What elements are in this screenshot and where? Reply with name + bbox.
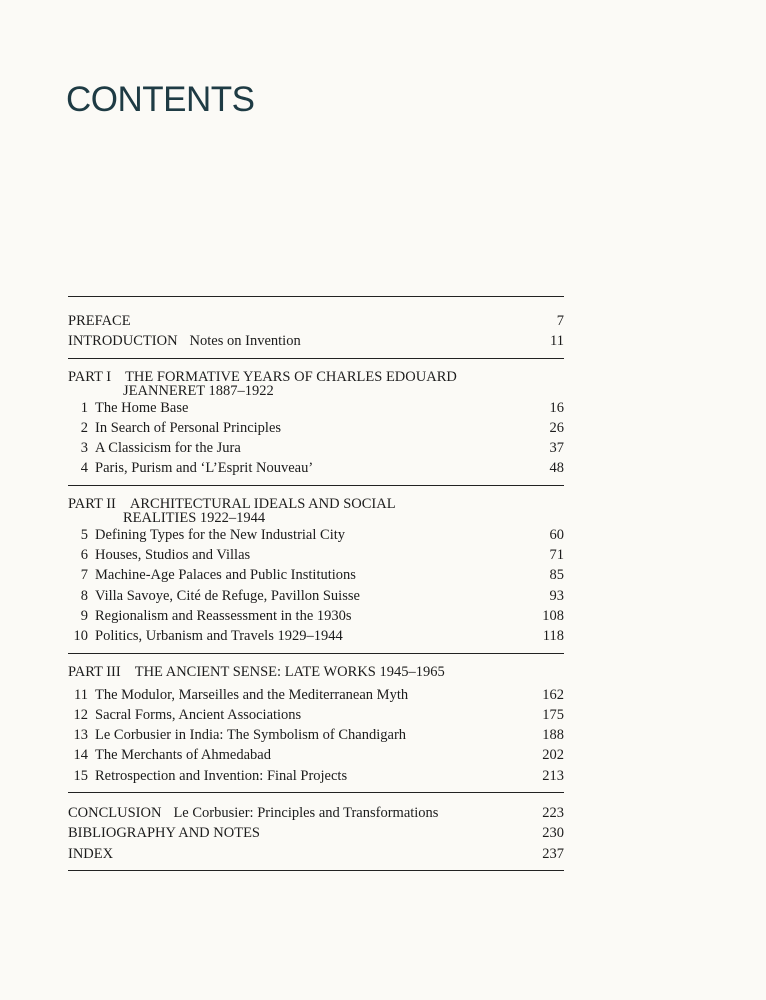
page-number: 48 xyxy=(549,460,564,477)
chapter-number: 9 xyxy=(80,607,88,624)
page-number: 213 xyxy=(542,767,564,784)
chapter-title: Retrospection and Invention: Final Projects xyxy=(95,767,348,784)
chapter-title: Paris, Purism and ‘L’Esprit Nouveau’ xyxy=(95,460,314,477)
page-number: 108 xyxy=(542,607,564,624)
entry-subtitle: Notes on Invention xyxy=(189,333,301,350)
toc-entry-chapter-15[interactable] xyxy=(68,766,564,786)
page-number: 237 xyxy=(542,845,564,862)
toc-entry-chapter-9[interactable] xyxy=(68,606,564,626)
chapter-title: Sacral Forms, Ancient Associations xyxy=(95,706,302,723)
chapter-number: 4 xyxy=(80,460,88,477)
page-number: 26 xyxy=(549,419,564,436)
chapter-number: 8 xyxy=(80,587,88,604)
page-number: 118 xyxy=(542,628,564,645)
chapter-number: 15 xyxy=(73,767,88,784)
table-of-contents xyxy=(68,296,564,871)
part-2-section xyxy=(68,486,564,653)
entry-label: INDEX xyxy=(68,845,114,862)
page-number: 16 xyxy=(549,399,564,416)
chapter-title: The Home Base xyxy=(95,399,189,416)
toc-entry-index[interactable] xyxy=(68,844,564,864)
toc-entry-introduction[interactable] xyxy=(68,331,564,351)
part-label: PART I xyxy=(68,368,112,385)
toc-entry-chapter-5[interactable] xyxy=(68,525,564,545)
entry-subtitle: Le Corbusier: Principles and Transformations xyxy=(173,805,439,822)
page-title: CONTENTS xyxy=(66,80,255,119)
toc-entry-chapter-3[interactable] xyxy=(68,438,564,458)
page-number: 11 xyxy=(550,333,564,350)
part-title-line2: REALITIES 1922–1944 xyxy=(123,509,266,526)
chapter-number: 10 xyxy=(73,628,88,645)
part-title-line1: THE ANCIENT SENSE: LATE WORKS 1945–1965 xyxy=(134,663,445,680)
page-number: 60 xyxy=(549,526,564,543)
part-label: PART II xyxy=(68,495,116,512)
part-title-line1: THE FORMATIVE YEARS OF CHARLES EDOUARD xyxy=(125,368,457,385)
part-3-section xyxy=(68,654,564,792)
chapter-title: Politics, Urbanism and Travels 1929–1944 xyxy=(95,628,343,645)
part-3-heading xyxy=(68,664,564,685)
page-number: 223 xyxy=(542,805,564,822)
page-number: 93 xyxy=(549,587,564,604)
page-number: 37 xyxy=(549,440,564,457)
chapter-number: 14 xyxy=(73,747,88,764)
chapter-number: 11 xyxy=(74,686,88,703)
toc-entry-chapter-13[interactable] xyxy=(68,725,564,745)
page-number: 175 xyxy=(542,706,564,723)
chapter-title: The Merchants of Ahmedabad xyxy=(95,747,271,764)
chapter-number: 12 xyxy=(73,706,88,723)
entry-label: BIBLIOGRAPHY AND NOTES xyxy=(68,825,260,842)
chapter-title: In Search of Personal Principles xyxy=(95,419,282,436)
part-2-heading xyxy=(68,496,564,525)
part-title-line1: ARCHITECTURAL IDEALS AND SOCIAL xyxy=(129,495,396,512)
back-matter xyxy=(68,793,564,870)
part-1-section xyxy=(68,359,564,485)
chapter-title: Regionalism and Reassessment in the 1930s xyxy=(95,607,352,624)
divider xyxy=(68,870,564,871)
toc-entry-chapter-2[interactable] xyxy=(68,418,564,438)
chapter-title: The Modulor, Marseilles and the Mediterranean Myth xyxy=(95,686,409,703)
part-label: PART III xyxy=(68,663,121,680)
part-title-line2: JEANNERET 1887–1922 xyxy=(123,382,274,399)
chapter-title: Machine-Age Palaces and Public Institutions xyxy=(95,567,356,584)
toc-entry-chapter-10[interactable] xyxy=(68,626,564,646)
toc-entry-conclusion[interactable] xyxy=(68,803,564,823)
chapter-number: 5 xyxy=(80,526,88,543)
chapter-title: A Classicism for the Jura xyxy=(95,440,241,457)
toc-entry-chapter-6[interactable] xyxy=(68,545,564,565)
toc-entry-chapter-4[interactable] xyxy=(68,458,564,478)
toc-entry-bibliography[interactable] xyxy=(68,823,564,843)
page-number: 7 xyxy=(556,313,564,329)
page-number: 230 xyxy=(542,825,564,842)
page-number: 85 xyxy=(549,567,564,584)
chapter-title: Villa Savoye, Cité de Refuge, Pavillon Suisse xyxy=(95,587,360,604)
toc-entry-preface[interactable] xyxy=(68,311,564,331)
chapter-title: Defining Types for the New Industrial City xyxy=(95,526,346,543)
toc-entry-chapter-12[interactable] xyxy=(68,705,564,725)
entry-label: CONCLUSION xyxy=(68,805,162,822)
page-number: 162 xyxy=(542,686,564,703)
chapter-title: Houses, Studios and Villas xyxy=(95,547,251,564)
page-number: 188 xyxy=(542,727,564,744)
entry-label: PREFACE xyxy=(68,313,131,329)
part-1-heading xyxy=(68,369,564,398)
toc-entry-chapter-7[interactable] xyxy=(68,565,564,585)
chapter-number: 2 xyxy=(80,419,88,436)
chapter-number: 13 xyxy=(73,727,88,744)
toc-entry-chapter-1[interactable] xyxy=(68,398,564,418)
front-matter xyxy=(68,297,564,358)
toc-entry-chapter-8[interactable] xyxy=(68,586,564,606)
chapter-number: 1 xyxy=(80,399,88,416)
chapter-number: 7 xyxy=(80,567,88,584)
chapter-title: Le Corbusier in India: The Symbolism of Chandigarh xyxy=(95,727,407,744)
toc-entry-chapter-11[interactable] xyxy=(68,685,564,705)
entry-label: INTRODUCTION xyxy=(68,333,178,350)
chapter-number: 6 xyxy=(80,547,88,564)
page-number: 71 xyxy=(549,547,564,564)
toc-entry-chapter-14[interactable] xyxy=(68,745,564,765)
page-number: 202 xyxy=(542,747,564,764)
chapter-number: 3 xyxy=(80,440,88,457)
